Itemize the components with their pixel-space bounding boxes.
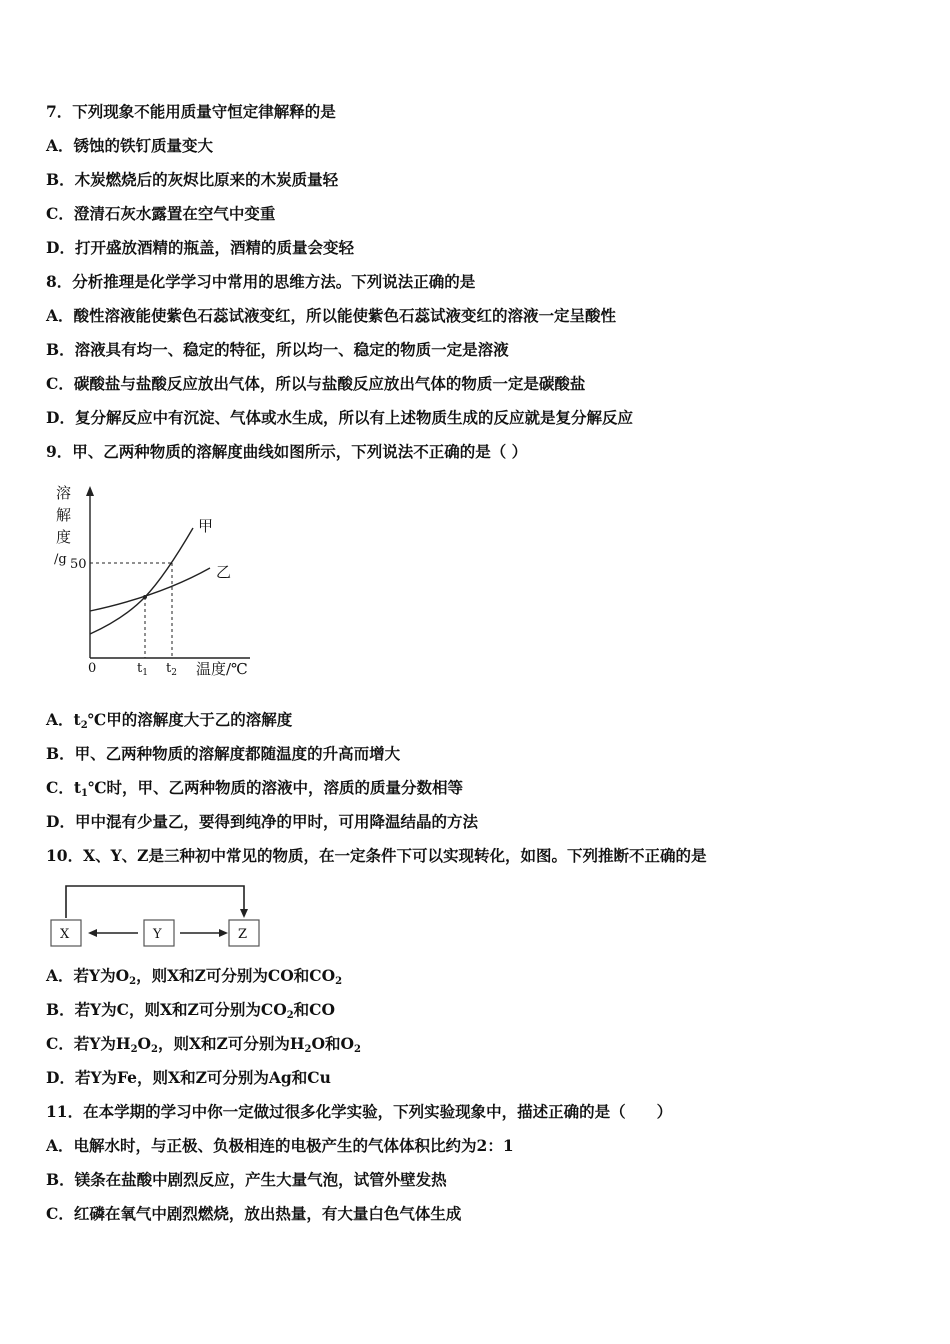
label-y: Y — [153, 927, 162, 942]
q7-option-d: D．打开盛放酒精的瓶盖，酒精的质量会变轻 — [46, 238, 354, 257]
y-axis-arrow — [86, 486, 94, 496]
q8-option-d: D．复分解反应中有沉淀、气体或水生成，所以有上述物质生成的反应就是复分解反应 — [46, 408, 633, 427]
question-10-stem: 10．X、Y、Z是三种初中常见的物质，在一定条件下可以实现转化，如图。下列推断不正确的是 — [46, 846, 707, 865]
q10-option-a: A．若Y为$O_2$，则X和Z可分别为CO和$CO_2$ — [46, 966, 343, 987]
q10-option-d: D．若Y为Fe，则X和Z可分别为Ag和Cu — [46, 1068, 331, 1087]
question-9-stem: 9．甲、乙两种物质的溶解度曲线如图所示，下列说法不正确的是（ ） — [46, 442, 528, 461]
q11-option-b: B．镁条在盐酸中剧烈反应，产生大量气泡，试管外壁发热 — [46, 1170, 447, 1189]
q11-option-a: A．电解水时，与正极、负极相连的电极产生的气体体积比约为2：1 — [46, 1136, 514, 1155]
q9-option-d: D．甲中混有少量乙，要得到纯净的甲时，可用降温结晶的方法 — [46, 812, 478, 831]
curve-jia-label: 甲 — [198, 517, 214, 535]
q8-option-a: A．酸性溶液能使紫色石蕊试液变红，所以能使紫色石蕊试液变红的溶液一定呈酸性 — [46, 306, 617, 325]
curve-jia — [90, 528, 193, 634]
question-11-stem: 11．在本学期的学习中你一定做过很多化学实验，下列实验现象中，描述正确的是（ ） — [46, 1102, 673, 1121]
ylabel-unit: /g — [54, 552, 67, 567]
q10-option-b: B．若Y为C，则X和Z可分别为$CO_2$和CO — [46, 1000, 336, 1021]
ytick-50: 50 — [70, 557, 87, 572]
ylabel-char-3: 度 — [56, 528, 72, 546]
label-z: Z — [238, 927, 248, 942]
arrow-y-to-z-head — [219, 929, 228, 937]
ylabel-char-1: 溶 — [56, 484, 72, 502]
ylabel-char-2: 解 — [56, 506, 72, 524]
q7-option-a: A．锈蚀的铁钉质量变大 — [46, 136, 214, 155]
q7-option-c: C．澄清石灰水露置在空气中变重 — [46, 204, 276, 223]
q8-option-b: B．溶液具有均一、稳定的特征，所以均一、稳定的物质一定是溶液 — [46, 340, 509, 359]
arrow-x-to-z — [66, 886, 244, 918]
t2-label: $t_2$ — [166, 661, 177, 678]
q7-option-b: B．木炭燃烧后的灰烬比原来的木炭质量轻 — [46, 170, 339, 189]
label-x: X — [60, 927, 70, 942]
solubility-curve-figure — [50, 478, 260, 686]
q10-option-c: C．若Y为$H_2O_2$，则X和Z可分别为$H_2O$和$O_2$ — [46, 1034, 361, 1055]
arrow-x-to-z-head — [240, 909, 248, 918]
q9-option-b: B．甲、乙两种物质的溶解度都随温度的升高而增大 — [46, 744, 401, 763]
curve-yi — [90, 568, 210, 611]
xlabel: 温度/℃ — [196, 660, 248, 678]
question-8-stem: 8．分析推理是化学学习中常用的思维方法。下列说法正确的是 — [46, 272, 476, 291]
arrow-y-to-x-head — [88, 929, 97, 937]
xyz-conversion-diagram — [48, 880, 268, 952]
question-7-stem: 7．下列现象不能用质量守恒定律解释的是 — [46, 102, 336, 121]
q9-option-a: A．$t_2℃$甲的溶解度大于乙的溶解度 — [46, 710, 293, 731]
t1-label: $t_1$ — [137, 661, 148, 678]
q9-option-c: C．$t_1℃$时，甲、乙两种物质的溶液中，溶质的质量分数相等 — [46, 778, 464, 799]
q11-option-c: C．红磷在氧气中剧烈燃烧，放出热量，有大量白色气体生成 — [46, 1204, 462, 1223]
q8-option-c: C．碳酸盐与盐酸反应放出气体，所以与盐酸反应放出气体的物质一定是碳酸盐 — [46, 374, 586, 393]
origin-label: 0 — [88, 661, 97, 676]
intersection-point — [143, 595, 147, 599]
curve-yi-label: 乙 — [216, 563, 232, 581]
